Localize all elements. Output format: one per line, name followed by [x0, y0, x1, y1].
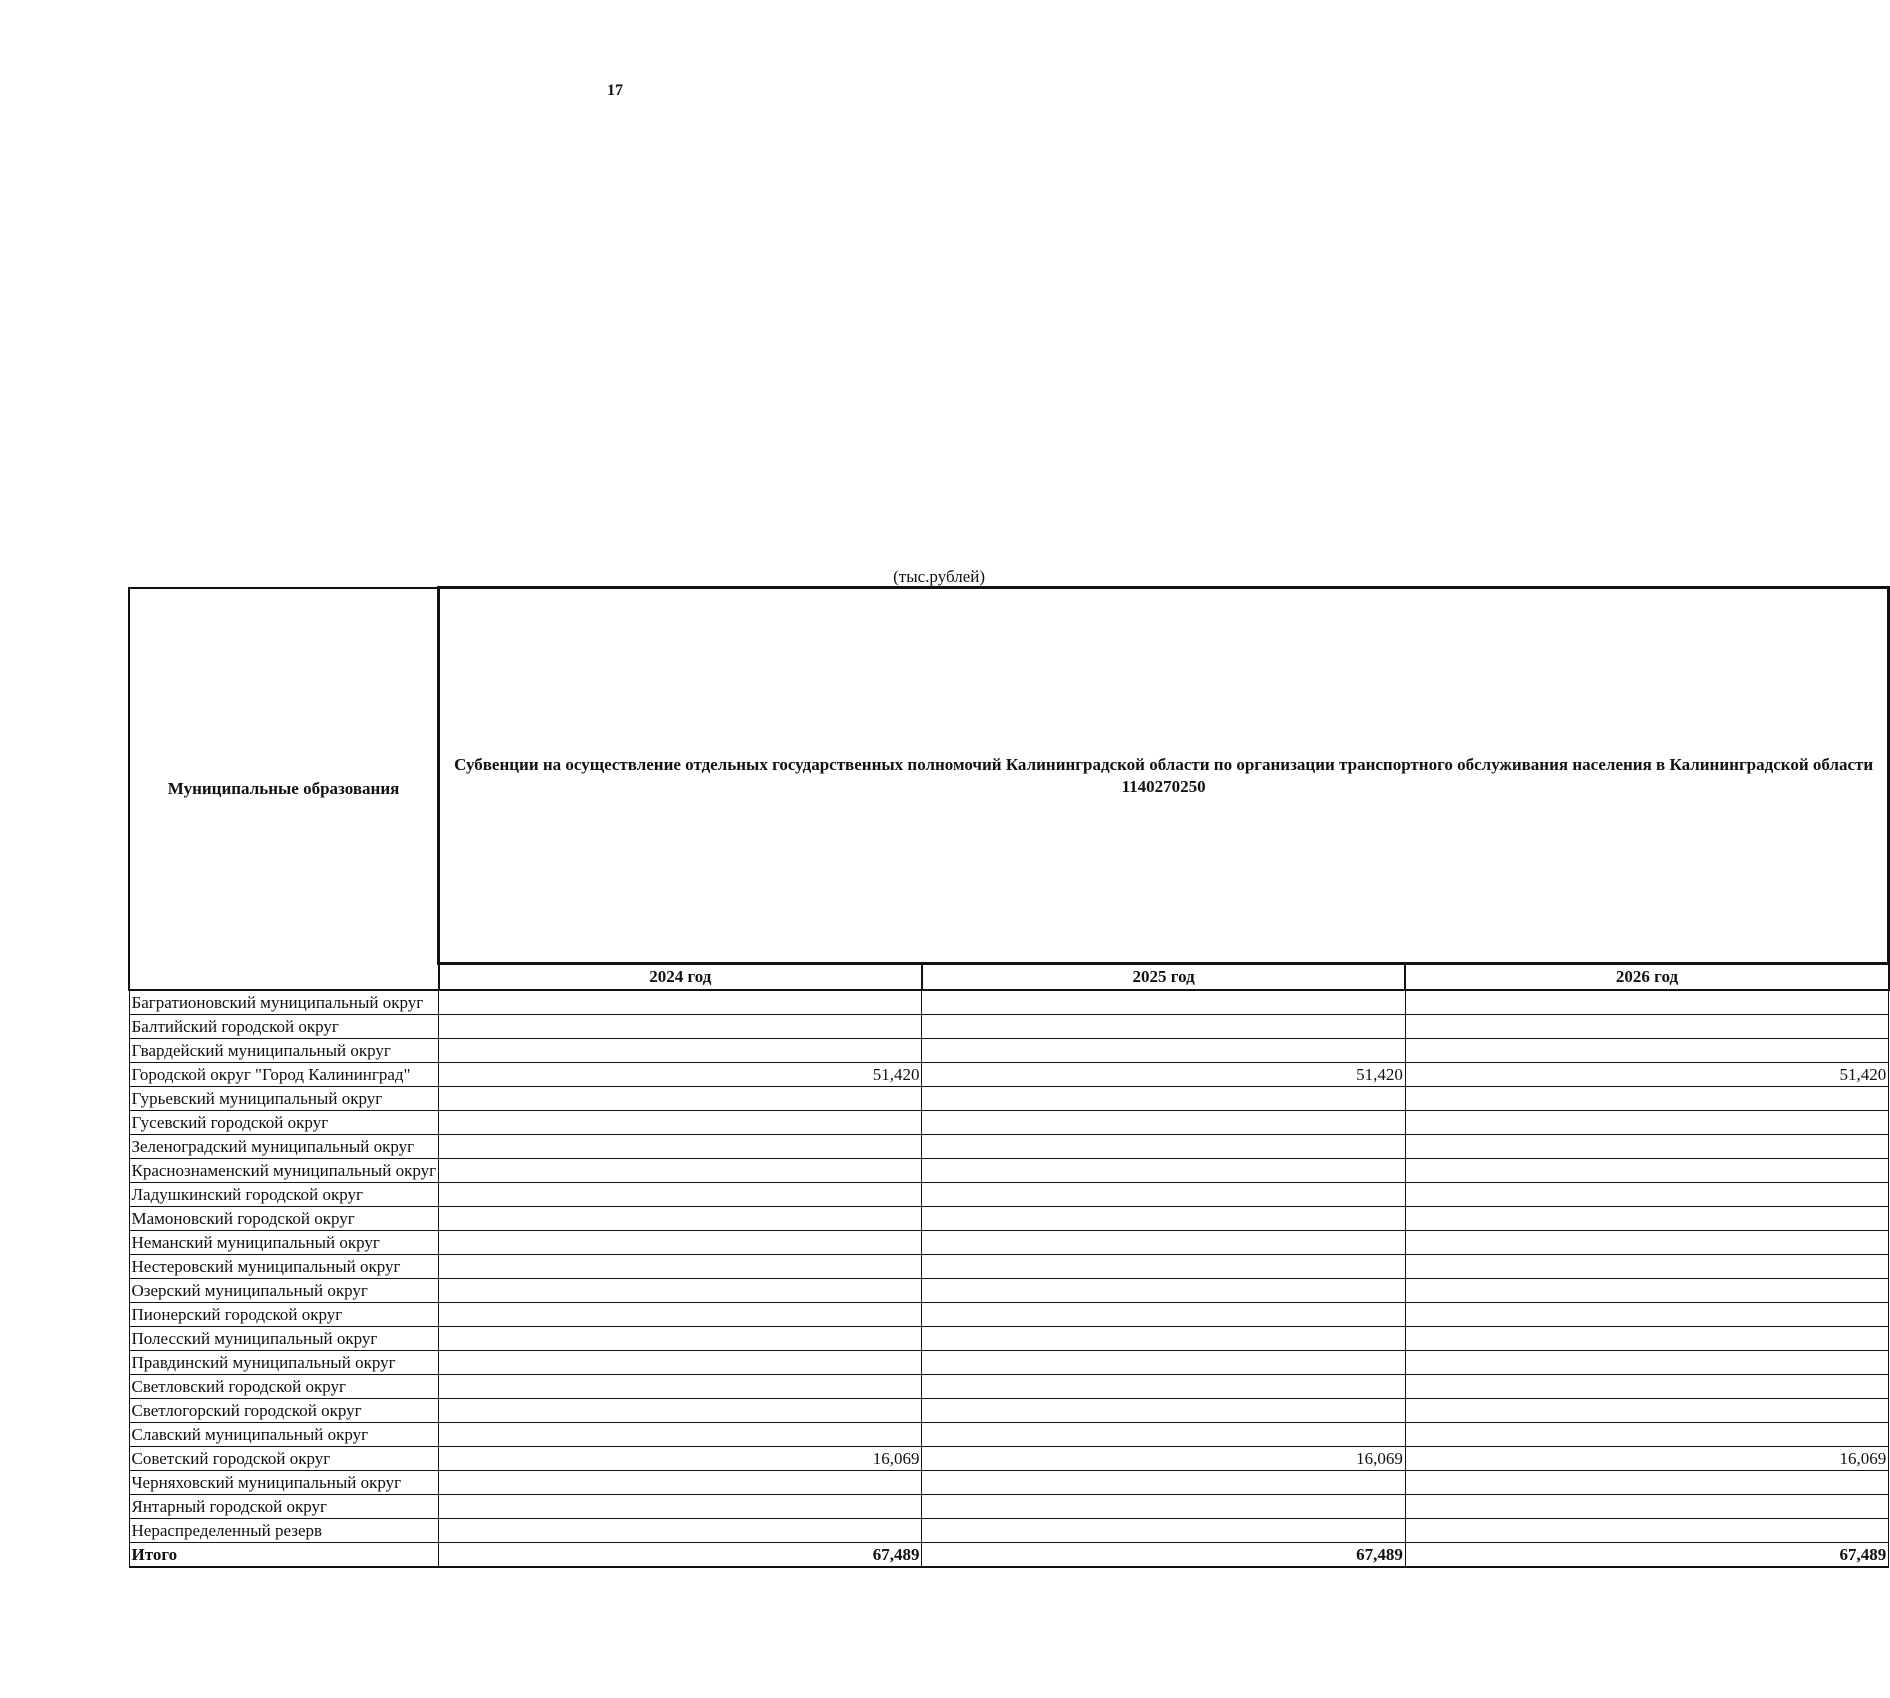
municipality-cell: Черняховский муниципальный округ — [129, 1471, 439, 1495]
header-municipality: Муниципальные образования — [129, 588, 439, 991]
value-2025-cell — [922, 1255, 1405, 1279]
table-row — [129, 1471, 1889, 1495]
table-row — [129, 1039, 1889, 1063]
value-2026-cell — [1405, 1375, 1888, 1399]
municipality-cell: Ладушкинский городской округ — [129, 1183, 439, 1207]
table-row — [129, 1015, 1889, 1039]
municipality-cell: Полесский муниципальный округ — [129, 1327, 439, 1351]
value-2025-cell — [922, 1495, 1405, 1519]
table-row — [129, 1447, 1889, 1471]
value-2024-cell — [439, 1279, 922, 1303]
page-number: 17 — [607, 82, 623, 99]
value-2026-cell — [1405, 1495, 1888, 1519]
table-row — [129, 1351, 1889, 1375]
value-2024-cell: 51,420 — [439, 1063, 922, 1087]
municipality-cell: Балтийский городской округ — [129, 1015, 439, 1039]
value-2024-cell — [439, 1135, 922, 1159]
municipality-cell: Нестеровский муниципальный округ — [129, 1255, 439, 1279]
value-2025-cell — [922, 1207, 1405, 1231]
municipality-cell: Городской округ "Город Калининград" — [129, 1063, 439, 1087]
header-year-2026: 2026 год — [1405, 964, 1888, 991]
value-2025-cell — [922, 1519, 1405, 1543]
municipality-cell: Пионерский городской округ — [129, 1303, 439, 1327]
value-2026-cell — [1405, 1231, 1888, 1255]
value-2025-cell — [922, 1423, 1405, 1447]
value-2026-cell — [1405, 1087, 1888, 1111]
value-2026-cell — [1405, 1135, 1888, 1159]
total-row — [129, 1543, 1889, 1568]
table-row — [129, 1423, 1889, 1447]
municipality-cell: Нераспределенный резерв — [129, 1519, 439, 1543]
table-row — [129, 1519, 1889, 1543]
municipality-cell: Янтарный городской округ — [129, 1495, 439, 1519]
value-2026-cell — [1405, 1399, 1888, 1423]
value-2025-cell — [922, 1159, 1405, 1183]
municipality-cell: Озерский муниципальный округ — [129, 1279, 439, 1303]
municipality-cell: Светлогорский городской округ — [129, 1399, 439, 1423]
value-2024-cell: 67,489 — [439, 1543, 922, 1568]
table-row — [129, 1255, 1889, 1279]
value-2024-cell — [439, 1327, 922, 1351]
table-row — [129, 1183, 1889, 1207]
municipality-cell: Гусевский городской округ — [129, 1111, 439, 1135]
municipality-cell: Мамоновский городской округ — [129, 1207, 439, 1231]
municipality-cell: Советский городской округ — [129, 1447, 439, 1471]
table-row — [129, 1159, 1889, 1183]
value-2024-cell: 16,069 — [439, 1447, 922, 1471]
value-2025-cell — [922, 1231, 1405, 1255]
table-row — [129, 1303, 1889, 1327]
value-2024-cell — [439, 1399, 922, 1423]
value-2025-cell — [922, 1039, 1405, 1063]
table-row — [129, 1375, 1889, 1399]
municipality-cell: Правдинский муниципальный округ — [129, 1351, 439, 1375]
value-2026-cell — [1405, 1039, 1888, 1063]
value-2024-cell — [439, 1087, 922, 1111]
value-2026-cell: 51,420 — [1405, 1063, 1888, 1087]
table-row — [129, 1279, 1889, 1303]
value-2024-cell — [439, 1207, 922, 1231]
value-2025-cell — [922, 1015, 1405, 1039]
value-2026-cell — [1405, 1519, 1888, 1543]
municipality-cell: Светловский городской округ — [129, 1375, 439, 1399]
value-2026-cell — [1405, 1111, 1888, 1135]
value-2024-cell — [439, 990, 922, 1015]
value-2025-cell — [922, 1327, 1405, 1351]
value-2024-cell — [439, 1423, 922, 1447]
municipality-cell: Итого — [129, 1543, 439, 1568]
table-row — [129, 1135, 1889, 1159]
table-row — [129, 1207, 1889, 1231]
value-2026-cell — [1405, 1303, 1888, 1327]
header-subvention — [439, 588, 1889, 964]
value-2026-cell — [1405, 1423, 1888, 1447]
value-2025-cell — [922, 1111, 1405, 1135]
municipality-cell: Краснознаменский муниципальный округ — [129, 1159, 439, 1183]
value-2025-cell: 67,489 — [922, 1543, 1405, 1568]
value-2025-cell: 16,069 — [922, 1447, 1405, 1471]
value-2024-cell — [439, 1111, 922, 1135]
header-subvention-code: 1140270250 — [1121, 776, 1206, 796]
table-body — [129, 990, 1889, 1567]
table-row — [129, 1399, 1889, 1423]
header-year-2024: 2024 год — [439, 964, 922, 991]
value-2026-cell — [1405, 990, 1888, 1015]
value-2026-cell — [1405, 1327, 1888, 1351]
table-row — [129, 1063, 1889, 1087]
value-2025-cell — [922, 1303, 1405, 1327]
value-2024-cell — [439, 1183, 922, 1207]
unit-note: (тыс.рублей) — [893, 567, 985, 586]
value-2024-cell — [439, 1375, 922, 1399]
value-2026-cell — [1405, 1159, 1888, 1183]
value-2025-cell — [922, 1135, 1405, 1159]
value-2025-cell — [922, 1279, 1405, 1303]
header-subvention-title: Субвенции на осуществление отдельных государственных полномочий Калининградской области по организации транспортного обслуживания населения в Калининградской области — [454, 754, 1874, 774]
municipality-cell: Гурьевский муниципальный округ — [129, 1087, 439, 1111]
value-2025-cell — [922, 1183, 1405, 1207]
value-2025-cell: 51,420 — [922, 1063, 1405, 1087]
value-2024-cell — [439, 1351, 922, 1375]
municipality-cell: Славский муниципальный округ — [129, 1423, 439, 1447]
table-row — [129, 1231, 1889, 1255]
subvention-table — [128, 586, 1890, 1568]
value-2026-cell — [1405, 1015, 1888, 1039]
value-2024-cell — [439, 1039, 922, 1063]
value-2025-cell — [922, 1471, 1405, 1495]
table-row — [129, 1087, 1889, 1111]
municipality-cell: Зеленоградский муниципальный округ — [129, 1135, 439, 1159]
value-2024-cell — [439, 1015, 922, 1039]
value-2025-cell — [922, 990, 1405, 1015]
value-2024-cell — [439, 1495, 922, 1519]
value-2025-cell — [922, 1087, 1405, 1111]
value-2026-cell — [1405, 1471, 1888, 1495]
value-2024-cell — [439, 1159, 922, 1183]
value-2026-cell: 16,069 — [1405, 1447, 1888, 1471]
value-2024-cell — [439, 1303, 922, 1327]
value-2024-cell — [439, 1255, 922, 1279]
table-row — [129, 1327, 1889, 1351]
value-2024-cell — [439, 1519, 922, 1543]
value-2025-cell — [922, 1375, 1405, 1399]
value-2026-cell — [1405, 1207, 1888, 1231]
value-2026-cell — [1405, 1255, 1888, 1279]
table-row — [129, 990, 1889, 1015]
value-2024-cell — [439, 1471, 922, 1495]
municipality-cell: Гвардейский муниципальный округ — [129, 1039, 439, 1063]
value-2026-cell — [1405, 1351, 1888, 1375]
value-2024-cell — [439, 1231, 922, 1255]
value-2025-cell — [922, 1351, 1405, 1375]
table-row — [129, 1111, 1889, 1135]
value-2026-cell — [1405, 1183, 1888, 1207]
header-year-2025: 2025 год — [922, 964, 1405, 991]
table-row — [129, 1495, 1889, 1519]
value-2026-cell — [1405, 1279, 1888, 1303]
municipality-cell: Неманский муниципальный округ — [129, 1231, 439, 1255]
value-2025-cell — [922, 1399, 1405, 1423]
value-2026-cell: 67,489 — [1405, 1543, 1888, 1568]
municipality-cell: Багратионовский муниципальный округ — [129, 990, 439, 1015]
